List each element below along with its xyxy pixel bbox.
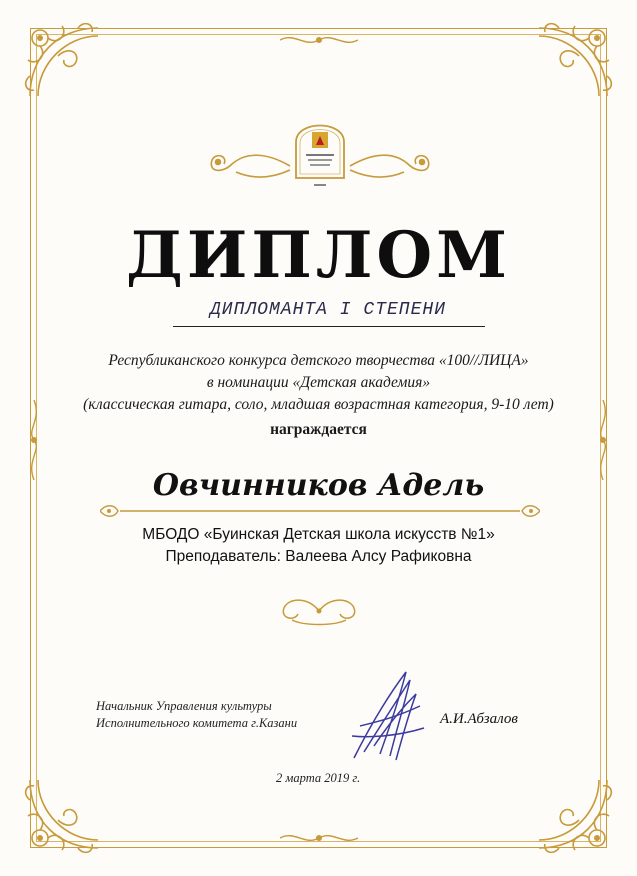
school-name: МБОДО «Буинская Детская школа искусств №1» [142,526,495,543]
corner-ornament-icon [18,16,110,108]
signature-icon [350,666,426,766]
signatory-title-line-1: Начальник Управления культуры [96,699,272,713]
corner-ornament-icon [18,768,110,860]
degree-underline [173,326,485,327]
contest-line-2: в номинации «Детская академия» [206,374,431,391]
signatory-name: А.И.Абзалов [440,711,518,727]
crest-emblem-icon [288,112,352,194]
bottom-ornament-icon [280,830,358,846]
contest-line-1: Республиканского конкурса детского творчества «100//ЛИЦА» [108,352,529,369]
swirl-ornament-right-icon [348,148,434,184]
center-ornament-icon [278,596,360,626]
divider-ornament-icon [100,502,540,520]
swirl-ornament-left-icon [206,148,292,184]
corner-ornament-icon [527,16,619,108]
degree-handwritten: ДИПЛОМАНТА I СТЕПЕНИ [209,300,447,320]
issue-date: 2 марта 2019 г. [276,771,361,785]
recipient-name: Овчинников Адель [152,468,485,503]
top-ornament-icon [280,32,358,48]
diploma-title: ДИПЛОМ [126,218,511,293]
corner-ornament-icon [527,768,619,860]
signatory-title-line-2: Исполнительного комитета г.Казани [96,716,298,730]
contest-line-3: (классическая гитара, соло, младшая возрастная категория, 9-10 лет) [83,396,554,413]
teacher-name: Преподаватель: Валеева Алсу Рафиковна [165,548,472,565]
awarded-label: награждается [270,421,367,438]
